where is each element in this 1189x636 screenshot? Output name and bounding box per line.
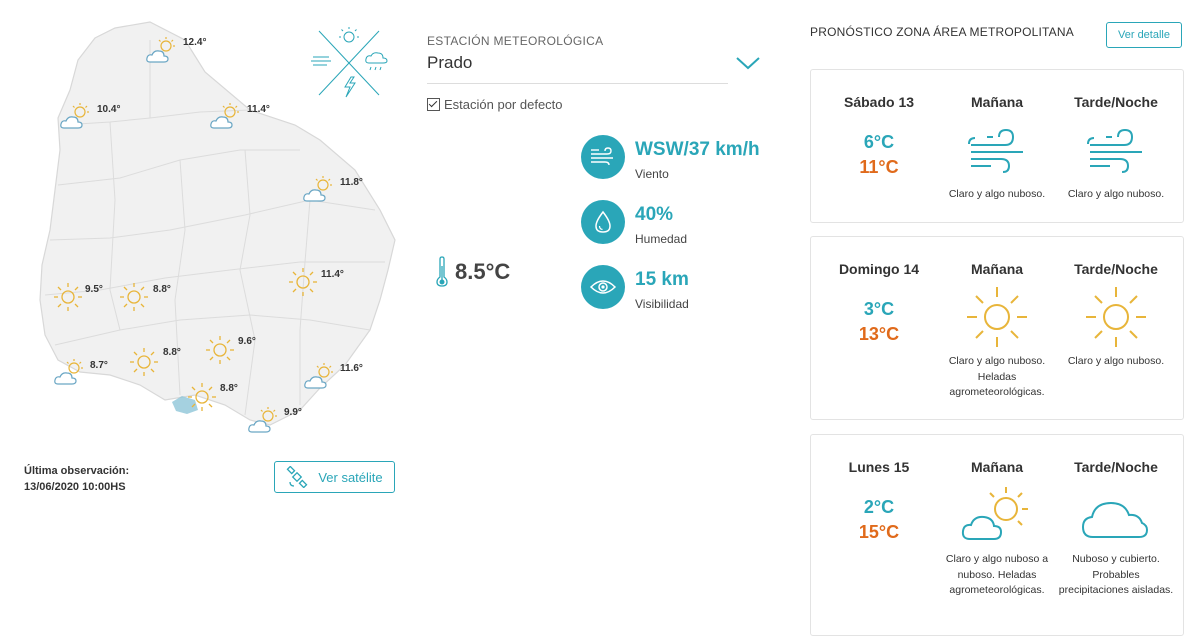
map-station-3[interactable] [210,102,280,132]
forecast-afternoon-desc: Claro y algo nuboso. [1067,188,1165,200]
forecast-max-temp: 13°C [858,324,900,344]
metric-visibility-value: 15 km [635,269,689,290]
cloud-icon [1079,485,1153,545]
forecast-title: PRONÓSTICO ZONA ÁREA METROPOLITANA [810,25,1074,39]
satellite-button[interactable] [274,461,395,493]
map-temp: 12.4° [183,37,207,48]
metric-visibility-badge [581,265,625,309]
map-station-10[interactable] [54,358,124,388]
map-layer-selector[interactable] [307,25,391,100]
forecast-afternoon-label: Tarde/Noche [1074,94,1158,110]
weather-layers-icon [307,25,391,100]
forecast-morning-desc: Claro y algo nuboso. Heladas agrometeorológicas. [948,355,1046,398]
metric-wind-value: WSW/37 km/h [635,139,760,160]
station-caption: ESTACIÓN METEOROLÓGICA [427,34,604,48]
eye-icon [589,278,617,296]
last-observation [24,463,129,495]
sun-icon [1083,284,1149,350]
metric-visibility [581,265,689,311]
map-station-8[interactable] [204,334,274,366]
map-temp: 9.6° [238,336,256,347]
forecast-morning-label: Mañana [970,459,1024,475]
map-temp: 11.4° [247,104,270,115]
forecast-card-saturday [810,69,1184,223]
map-station-12[interactable] [304,362,374,392]
map-temp: 8.8° [220,383,238,394]
forecast-card-sunday [810,236,1184,420]
wind-icon [965,125,1029,175]
map-station-2[interactable] [60,102,130,132]
forecast-max-temp: 15°C [858,522,900,542]
metric-wind-label: Viento [635,167,669,181]
checkbox-checked-icon[interactable] [427,98,440,111]
forecast-morning-icon [942,285,1052,349]
forecast-day: Lunes 15 [848,459,910,475]
thermometer-icon [435,256,449,288]
wind-icon [1084,125,1148,175]
sun-icon [964,284,1030,350]
map-station-13[interactable] [248,406,318,436]
current-temperature-value: 8.5°C [455,259,511,284]
map-station-9[interactable] [128,346,198,378]
forecast-day: Sábado 13 [843,94,915,110]
current-temperature [435,256,510,288]
satellite-icon [286,466,308,488]
station-dropdown-toggle[interactable] [735,54,761,72]
forecast-afternoon-icon [1061,483,1171,547]
partly-cloudy-icon [54,358,88,388]
metric-wind-badge [581,135,625,179]
sun-icon [186,381,218,413]
partly-cloudy-icon [60,102,94,132]
metric-humidity [581,200,687,246]
map-temp: 8.8° [153,284,171,295]
satellite-button-label: Ver satélite [318,469,383,485]
metric-humidity-label: Humedad [635,232,688,246]
drop-icon [593,210,613,234]
sun-icon [52,281,84,313]
sun-icon [118,281,150,313]
forecast-morning-icon [942,483,1052,547]
forecast-morning-icon [942,118,1052,182]
map-temp: 11.8° [340,177,363,188]
station-name: Prado [427,53,473,72]
forecast-morning-desc: Claro y algo nuboso. [948,188,1046,200]
map-temp: 9.9° [284,407,302,418]
map-station-4[interactable] [303,175,373,205]
forecast-max-temp: 11°C [859,157,899,177]
partly-cloudy-icon [146,36,180,66]
partly-cloudy-icon [304,362,338,392]
default-station-checkbox[interactable] [427,97,563,112]
map-station-6[interactable] [118,281,188,313]
metric-visibility-label: Visibilidad [635,297,689,311]
partly-cloudy-icon [303,175,337,205]
default-station-label: Estación por defecto [444,97,563,112]
map-station-5[interactable] [52,281,122,313]
map-temp: 11.6° [340,363,363,374]
metric-wind [581,135,760,181]
wind-icon [589,147,617,167]
forecast-min-temp: 2°C [863,497,895,517]
sun-icon [287,266,319,298]
forecast-afternoon-label: Tarde/Noche [1074,459,1158,475]
metric-humidity-value: 40% [635,204,674,225]
sun-icon [128,346,160,378]
forecast-card-monday [810,434,1184,636]
chevron-down-icon [735,54,761,72]
forecast-min-temp: 6°C [863,132,895,152]
forecast-min-temp: 3°C [863,299,895,319]
partly-cloudy-icon [248,406,282,436]
forecast-morning-label: Mañana [970,94,1024,110]
last-observation-time: 13/06/2020 10:00HS [24,481,126,493]
forecast-afternoon-icon [1061,118,1171,182]
map-station-1[interactable] [146,36,216,66]
partly-cloudy-icon [210,102,244,132]
detail-button[interactable]: Ver detalle [1106,22,1182,48]
map-temp: 11.4° [321,269,344,280]
last-observation-label: Última observación: [24,465,130,477]
map-temp: 9.5° [85,284,103,295]
map-temp: 8.7° [90,360,108,371]
forecast-morning-desc: Claro y algo nuboso a nuboso. Heladas agrometeorológicas. [945,553,1049,596]
forecast-afternoon-desc: Claro y algo nuboso. [1067,355,1165,367]
forecast-morning-label: Mañana [970,261,1024,277]
map-station-7[interactable] [287,266,357,298]
forecast-afternoon-icon [1061,285,1171,349]
partly-cloudy-icon [960,485,1034,545]
station-select[interactable] [427,50,728,84]
forecast-day: Domingo 14 [838,261,920,277]
map-station-11[interactable] [186,381,256,413]
forecast-afternoon-desc: Nuboso y cubierto. Probables precipitaciones aisladas. [1058,553,1174,596]
metric-humidity-badge [581,200,625,244]
forecast-afternoon-label: Tarde/Noche [1074,261,1158,277]
map-temp: 10.4° [97,104,121,115]
sun-icon [204,334,236,366]
map-temp: 8.8° [163,347,181,358]
